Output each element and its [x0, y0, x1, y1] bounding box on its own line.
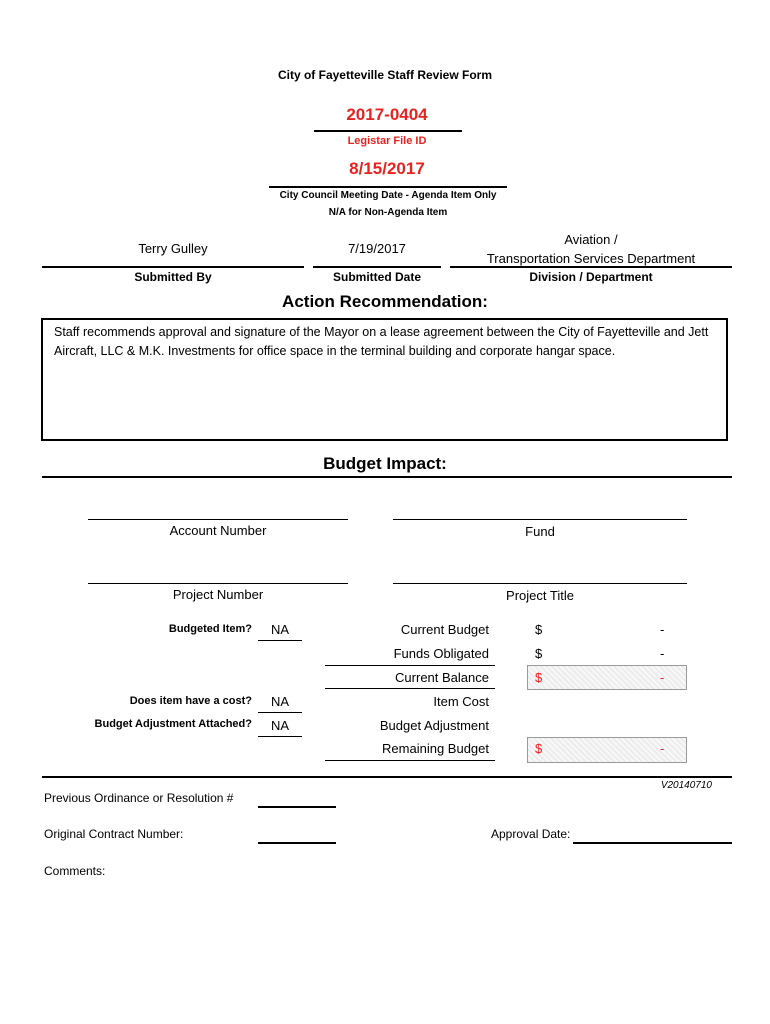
remaining-budget-label: Remaining Budget [382, 741, 489, 756]
form-version: V20140710 [660, 780, 712, 791]
division-line-1: Aviation / [564, 232, 618, 247]
action-recommendation-box [41, 318, 728, 441]
has-cost-value[interactable]: NA [271, 694, 290, 709]
submitted-date-value: 7/19/2017 [348, 241, 406, 256]
project-number-label: Project Number [172, 587, 264, 602]
meeting-date-note: N/A for Non-Agenda Item [328, 207, 448, 218]
form-title: City of Fayetteville Staff Review Form [277, 68, 493, 82]
has-cost-label: Does item have a cost? [129, 695, 252, 707]
current-budget-value: - [660, 622, 665, 637]
approval-date-field[interactable] [573, 842, 732, 844]
meeting-date-label: City Council Meeting Date - Agenda Item Only [279, 190, 497, 201]
account-number-label: Account Number [169, 523, 267, 538]
submitted-by-label: Submitted By [134, 270, 212, 284]
remaining-budget-value: - [660, 741, 665, 756]
original-contract-field[interactable] [258, 842, 336, 844]
division-line-2: Transportation Services Department [486, 251, 696, 266]
meeting-date: 8/15/2017 [349, 159, 425, 178]
submitted-by-name: Terry Gulley [138, 241, 208, 256]
previous-ordinance-label: Previous Ordinance or Resolution # [44, 791, 234, 805]
budget-impact-rule [42, 476, 732, 478]
legistar-file-id-label: Legistar File ID [347, 135, 427, 147]
current-budget-label: Current Budget [400, 622, 489, 637]
current-balance-currency: $ [535, 670, 543, 685]
funds-obligated-value: - [660, 646, 665, 661]
budget-adjustment-label: Budget Adjustment [379, 718, 489, 733]
project-title-line [393, 583, 687, 584]
budgeted-item-value[interactable]: NA [271, 622, 290, 637]
budgeted-item-label: Budgeted Item? [168, 623, 252, 635]
funds-obligated-label: Funds Obligated [393, 646, 489, 661]
remaining-budget-currency: $ [535, 741, 543, 756]
submitted-date-label: Submitted Date [332, 270, 421, 284]
funds-obligated-currency: $ [535, 646, 543, 661]
footer-rule [42, 776, 732, 778]
remaining-budget-underline [325, 760, 495, 761]
adjustment-attached-underline [258, 736, 302, 737]
adjustment-attached-label: Budget Adjustment Attached? [94, 718, 252, 730]
current-balance-value: - [660, 670, 665, 685]
project-title-label: Project Title [506, 588, 574, 603]
current-balance-underline [325, 688, 495, 689]
budget-impact-heading: Budget Impact: [323, 454, 447, 473]
fund-label: Fund [525, 524, 555, 539]
comments-label: Comments: [44, 864, 106, 878]
approval-date-label: Approval Date: [491, 827, 571, 841]
submitted-by-underline [42, 266, 304, 268]
division-label: Division / Department [529, 270, 653, 284]
division-underline [450, 266, 732, 268]
project-number-line [88, 583, 348, 584]
adjustment-attached-value[interactable]: NA [271, 718, 290, 733]
budgeted-item-underline [258, 640, 302, 641]
submitted-date-underline [313, 266, 441, 268]
current-budget-currency: $ [535, 622, 543, 637]
legistar-file-id: 2017-0404 [346, 105, 428, 124]
funds-obligated-underline [325, 665, 495, 666]
file-id-underline [314, 130, 462, 132]
previous-ordinance-field[interactable] [258, 806, 336, 808]
meeting-date-underline [269, 186, 507, 188]
fund-line [393, 519, 687, 520]
current-balance-label: Current Balance [395, 670, 489, 685]
item-cost-label: Item Cost [433, 694, 489, 709]
account-number-line [88, 519, 348, 520]
action-recommendation-text: Staff recommends approval and signature of the Mayor on a lease agreement between the City of Fayetteville and Jett Aircraft, LLC & M.K. Investments for office space in the terminal building and corporate hangar space. [54, 325, 709, 358]
has-cost-underline [258, 712, 302, 713]
original-contract-label: Original Contract Number: [44, 827, 184, 841]
action-recommendation-heading: Action Recommendation: [282, 292, 488, 311]
